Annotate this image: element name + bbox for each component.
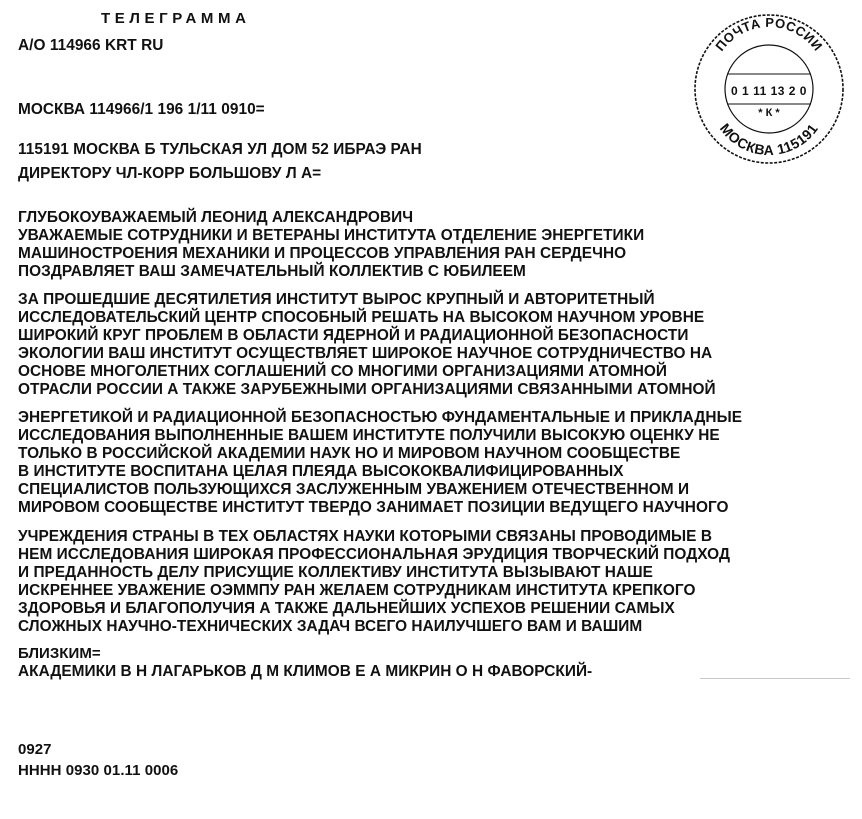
body-line: УВАЖАЕМЫЕ СОТРУДНИКИ И ВЕТЕРАНЫ ИНСТИТУТА ОТДЕЛЕНИЕ ЭНЕРГЕТИКИ bbox=[18, 227, 645, 244]
body-line: СЛОЖНЫХ НАУЧНО-ТЕХНИЧЕСКИХ ЗАДАЧ ВСЕГО НАИЛУЧШЕГО ВАМ И ВАШИМ bbox=[18, 618, 643, 635]
stamp-mark: * К * bbox=[758, 107, 780, 119]
body-line: ТОЛЬКО В РОССИЙСКОЙ АКАДЕМИИ НАУК НО И МИРОВОМ НАУЧНОМ СООБЩЕСТВЕ bbox=[18, 445, 681, 462]
body-line: ЭНЕРГЕТИКОЙ И РАДИАЦИОННОЙ БЕЗОПАСНОСТЬЮ ФУНДАМЕНТАЛЬНЫЕ И ПРИКЛАДНЫЕ bbox=[18, 409, 743, 426]
telegram-code-line: А/О 114966 KRT RU bbox=[18, 37, 164, 54]
body-line: ШИРОКИЙ КРУГ ПРОБЛЕМ В ОБЛАСТИ ЯДЕРНОЙ И РАДИАЦИОННОЙ БЕЗОПАСНОСТИ bbox=[18, 327, 689, 344]
footer-line: НННН 0930 01.11 0006 bbox=[18, 762, 179, 779]
body-line: УЧРЕЖДЕНИЯ СТРАНЫ В ТЕХ ОБЛАСТЯХ НАУКИ КОТОРЫМИ СВЯЗАНЫ ПРОВОДИМЫЕ В bbox=[18, 528, 712, 545]
stamp-date: 0 1 11 13 2 0 bbox=[731, 84, 807, 98]
postmark-stamp bbox=[690, 12, 848, 166]
body-line: ИССЛЕДОВАНИЯ ВЫПОЛНЕННЫЕ ВАШЕМ ИНСТИТУТЕ ПОЛУЧИЛИ ВЫСОКУЮ ОЦЕНКУ НЕ bbox=[18, 427, 720, 444]
body-line: ИССЛЕДОВАТЕЛЬСКИЙ ЦЕНТР СПОСОБНЫЙ РЕШАТЬ НА ВЫСОКОМ НАУЧНОМ УРОВНЕ bbox=[18, 309, 705, 326]
stamp-bottom-text: МОСКВА 115191 bbox=[716, 120, 821, 159]
stamp-top-text: ПОЧТА РОССИИ bbox=[712, 14, 826, 54]
body-line: И ПРЕДАННОСТЬ ДЕЛУ ПРИСУЩИЕ КОЛЛЕКТИВУ ИНСТИТУТА ВЫЗЫВАЮТ НАШЕ bbox=[18, 564, 653, 581]
body-line: ОТРАСЛИ РОССИИ А ТАКЖЕ ЗАРУБЕЖНЫМИ ОРГАНИЗАЦИЯМИ СВЯЗАННЫМИ АТОМНОЙ bbox=[18, 381, 716, 398]
recipient-address: 115191 МОСКВА Б ТУЛЬСКАЯ УЛ ДОМ 52 ИБРАЭ РАН bbox=[18, 141, 422, 158]
body-line: ЭКОЛОГИИ ВАШ ИНСТИТУТ ОСУЩЕСТВЛЯЕТ ШИРОКОЕ НАУЧНОЕ СОТРУДНИЧЕСТВО НА bbox=[18, 345, 713, 362]
body-line: ЗА ПРОШЕДШИЕ ДЕСЯТИЛЕТИЯ ИНСТИТУТ ВЫРОС КРУПНЫЙ И АВТОРИТЕТНЫЙ bbox=[18, 291, 655, 308]
body-line: ПОЗДРАВЛЯЕТ ВАШ ЗАМЕЧАТЕЛЬНЫЙ КОЛЛЕКТИВ С ЮБИЛЕЕМ bbox=[18, 263, 526, 280]
body-line: В ИНСТИТУТЕ ВОСПИТАНА ЦЕЛАЯ ПЛЕЯДА ВЫСОКОКВАЛИФИЦИРОВАННЫХ bbox=[18, 463, 624, 480]
body-line: МИРОВОМ СООБЩЕСТВЕ ИНСТИТУТ ТВЕРДО ЗАНИМАЕТ ПОЗИЦИИ ВЕДУЩЕГО НАУЧНОГО bbox=[18, 499, 729, 516]
body-line: МАШИНОСТРОЕНИЯ МЕХАНИКИ И ПРОЦЕССОВ УПРАВЛЕНИЯ РАН СЕРДЕЧНО bbox=[18, 245, 627, 262]
body-line: ГЛУБОКОУВАЖАЕМЫЙ ЛЕОНИД АЛЕКСАНДРОВИЧ bbox=[18, 209, 414, 226]
body-line: ЗДОРОВЬЯ И БЛАГОПОЛУЧИЯ А ТАКЖЕ ДАЛЬНЕЙШИХ УСПЕХОВ РЕШЕНИИ САМЫХ bbox=[18, 600, 675, 617]
scan-artifact-line bbox=[700, 678, 850, 679]
body-line: БЛИЗКИМ= bbox=[18, 645, 101, 662]
signature-line: АКАДЕМИКИ В Н ЛАГАРЬКОВ Д М КЛИМОВ Е А МИКРИН О Н ФАВОРСКИЙ- bbox=[18, 663, 593, 680]
document-title: ТЕЛЕГРАММА bbox=[101, 10, 251, 27]
footer-line: 0927 bbox=[18, 741, 52, 758]
body-line: СПЕЦИАЛИСТОВ ПОЛЬЗУЮЩИХСЯ ЗАСЛУЖЕННЫМ УВАЖЕНИЕМ ОТЕЧЕСТВЕННОМ И bbox=[18, 481, 690, 498]
body-line: ИСКРЕННЕЕ УВАЖЕНИЕ ОЭММПУ РАН ЖЕЛАЕМ СОТРУДНИКАМ ИНСТИТУТА КРЕПКОГО bbox=[18, 582, 696, 599]
recipient-name: ДИРЕКТОРУ ЧЛ-КОРР БОЛЬШОВУ Л А= bbox=[18, 165, 322, 182]
body-line: ОСНОВЕ МНОГОЛЕТНИХ СОГЛАШЕНИЙ СО МНОГИМИ ОРГАНИЗАЦИЯМИ АТОМНОЙ bbox=[18, 363, 668, 380]
body-line: НЕМ ИССЛЕДОВАНИЯ ШИРОКАЯ ПРОФЕССИОНАЛЬНАЯ ЭРУДИЦИЯ ТВОРЧЕСКИЙ ПОДХОД bbox=[18, 546, 730, 563]
telegram-route-line: МОСКВА 114966/1 196 1/11 0910= bbox=[18, 101, 265, 118]
